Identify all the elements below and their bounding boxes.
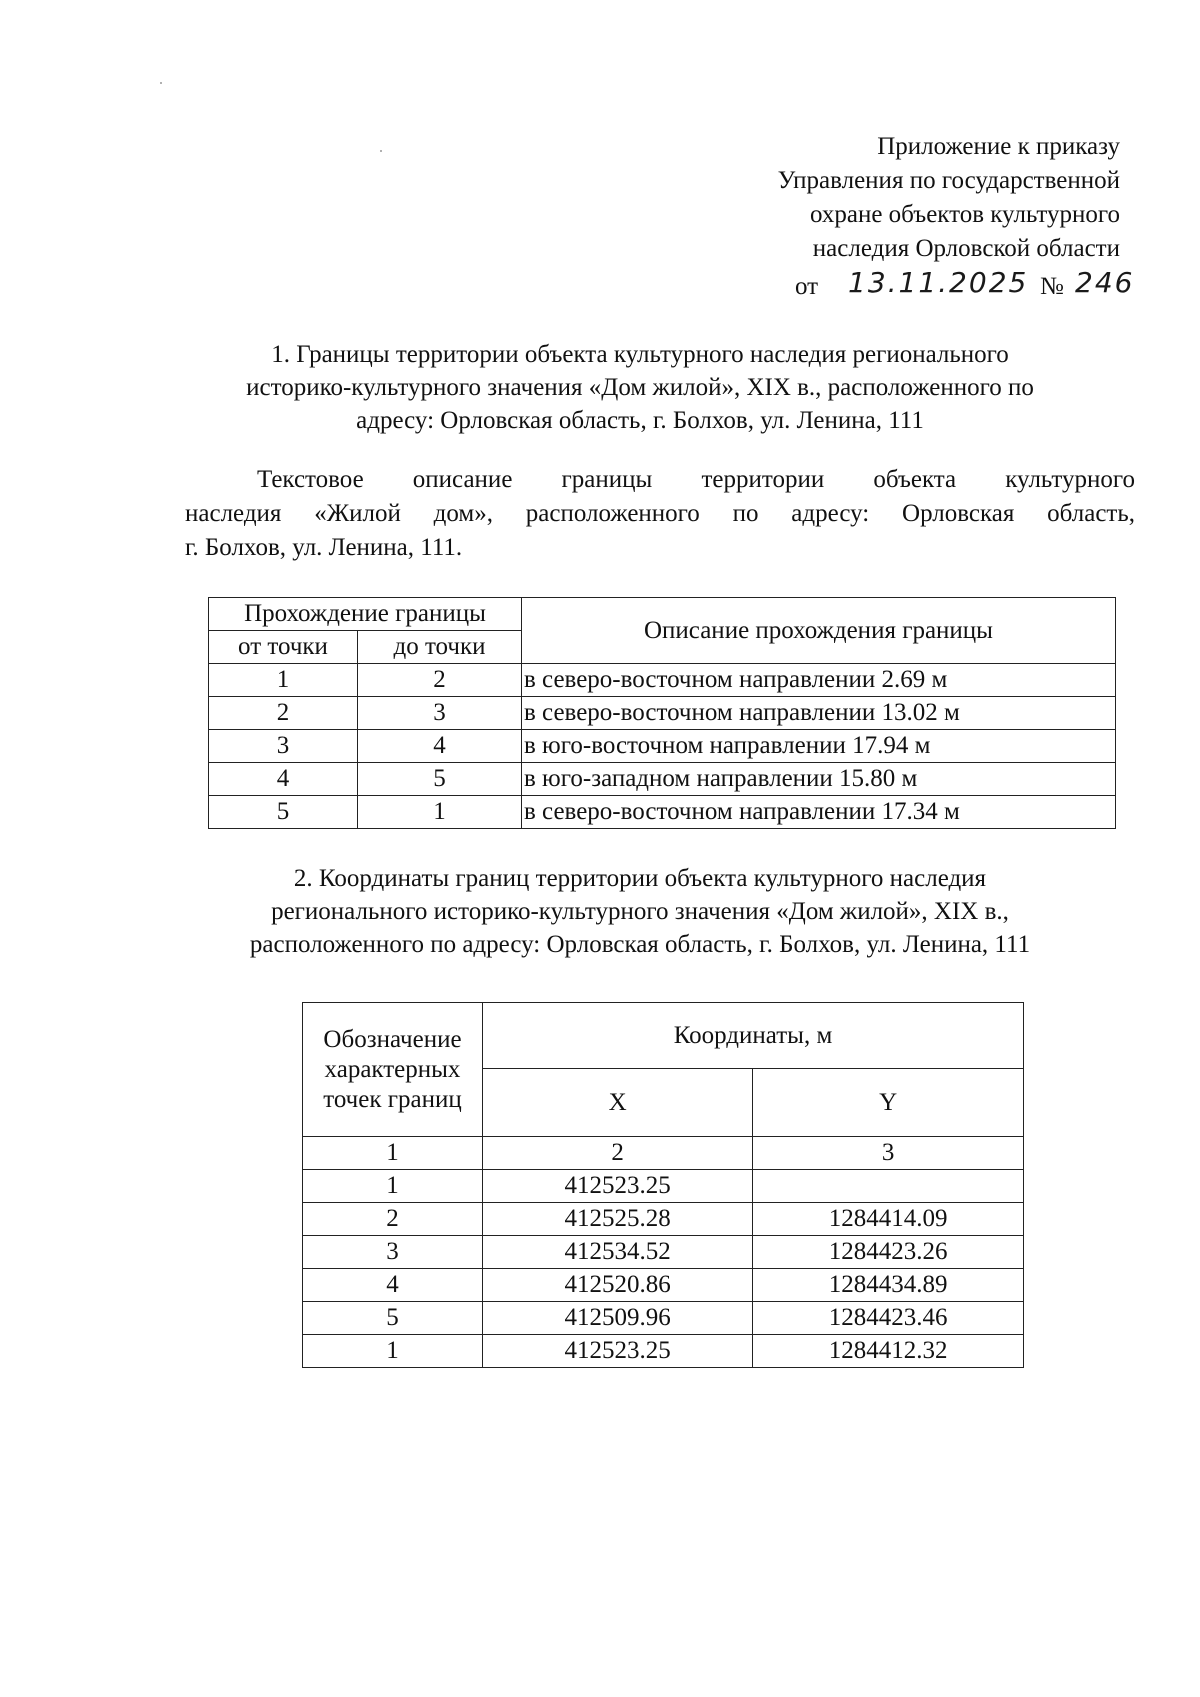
section-1-title-line: 1. Границы территории объекта культурного наследия регионального	[271, 341, 1009, 368]
header-coordinates: Координаты, м	[483, 1003, 1024, 1069]
section-1-title	[180, 338, 1100, 437]
table-row	[209, 697, 1116, 730]
description-cell: в юго-западном направлении 15.80 м	[522, 763, 1116, 796]
scan-speck	[160, 82, 162, 84]
section-2-title-line: 2. Координаты границ территории объекта культурного наследия	[293, 865, 987, 892]
table-row	[209, 796, 1116, 829]
section-2-title	[180, 862, 1100, 961]
point-cell: 3	[303, 1236, 483, 1269]
date-number-line	[700, 266, 1135, 306]
handwritten-number: 246	[1075, 266, 1135, 299]
description-cell: в северо-восточном направлении 17.34 м	[522, 796, 1116, 829]
from-point-cell: 2	[209, 697, 358, 730]
date-prefix: от	[795, 273, 819, 300]
x-cell: 412534.52	[483, 1236, 753, 1269]
section-1-title-line: адресу: Орловская область, г. Болхов, ул. Ленина, 111	[356, 407, 924, 434]
table-row	[209, 730, 1116, 763]
header-x: X	[483, 1069, 753, 1137]
y-cell: 1284423.26	[753, 1236, 1024, 1269]
header-from-point: от точки	[209, 631, 358, 664]
boundary-text-description	[185, 463, 1135, 565]
header-line-2: Управления по государственной	[777, 167, 1120, 194]
column-number: 3	[753, 1137, 1024, 1170]
header-y: Y	[753, 1069, 1024, 1137]
point-cell: 1	[303, 1335, 483, 1368]
appendix-header	[700, 130, 1135, 306]
table-row	[303, 1170, 1024, 1203]
header-line-3: охране объектов культурного	[809, 201, 1120, 228]
header-to-point: до точки	[358, 631, 522, 664]
column-number: 2	[483, 1137, 753, 1170]
header-point-designation: Обозначение характерных точек границ	[303, 1003, 483, 1137]
from-point-cell: 3	[209, 730, 358, 763]
description-cell: в северо-восточном направлении 2.69 м	[522, 664, 1116, 697]
description-line: г. Болхов, ул. Ленина, 111.	[185, 534, 463, 561]
y-cell: 1284412.32	[753, 1335, 1024, 1368]
y-cell: 1284423.46	[753, 1302, 1024, 1335]
to-point-cell: 4	[358, 730, 522, 763]
y-cell: 1284434.89	[753, 1269, 1024, 1302]
header-description: Описание прохождения границы	[522, 598, 1116, 664]
description-cell: в северо-восточном направлении 13.02 м	[522, 697, 1116, 730]
header-boundary-passage: Прохождение границы	[209, 598, 522, 631]
scan-speck	[380, 150, 382, 152]
to-point-cell: 1	[358, 796, 522, 829]
table-row	[303, 1302, 1024, 1335]
handwritten-date: 13.11.2025	[848, 266, 1029, 299]
table-row	[303, 1236, 1024, 1269]
point-cell: 4	[303, 1269, 483, 1302]
x-cell: 412509.96	[483, 1302, 753, 1335]
header-line-4: наследия Орловской области	[812, 235, 1120, 262]
x-cell: 412523.25	[483, 1335, 753, 1368]
description-line: Текстовое описание границы территории объекта культурного	[257, 466, 1135, 493]
from-point-cell: 1	[209, 664, 358, 697]
table-row	[209, 763, 1116, 796]
y-cell: 1284414.09	[753, 1203, 1024, 1236]
table-row	[303, 1203, 1024, 1236]
table-row	[303, 1335, 1024, 1368]
boundary-passage-table	[208, 597, 1116, 829]
to-point-cell: 3	[358, 697, 522, 730]
from-point-cell: 5	[209, 796, 358, 829]
point-cell: 5	[303, 1302, 483, 1335]
to-point-cell: 2	[358, 664, 522, 697]
from-point-cell: 4	[209, 763, 358, 796]
column-number: 1	[303, 1137, 483, 1170]
section-2-title-line: регионального историко-культурного значения «Дом жилой», XIX в.,	[271, 898, 1009, 925]
numbering-row	[303, 1137, 1024, 1170]
to-point-cell: 5	[358, 763, 522, 796]
table-row	[209, 664, 1116, 697]
header-line-1: Приложение к приказу	[877, 133, 1120, 160]
table-row	[303, 1269, 1024, 1302]
x-cell: 412523.25	[483, 1170, 753, 1203]
coordinates-table	[302, 1002, 1024, 1368]
x-cell: 412520.86	[483, 1269, 753, 1302]
point-cell: 1	[303, 1170, 483, 1203]
section-1-title-line: историко-культурного значения «Дом жилой», XIX в., расположенного по	[246, 374, 1034, 401]
description-line: наследия «Жилой дом», расположенного по адресу: Орловская область,	[185, 500, 1135, 527]
section-2-title-line: расположенного по адресу: Орловская область, г. Болхов, ул. Ленина, 111	[249, 931, 1031, 958]
number-label: №	[1040, 273, 1064, 300]
description-cell: в юго-восточном направлении 17.94 м	[522, 730, 1116, 763]
point-cell: 2	[303, 1203, 483, 1236]
x-cell: 412525.28	[483, 1203, 753, 1236]
y-cell	[753, 1170, 1024, 1203]
